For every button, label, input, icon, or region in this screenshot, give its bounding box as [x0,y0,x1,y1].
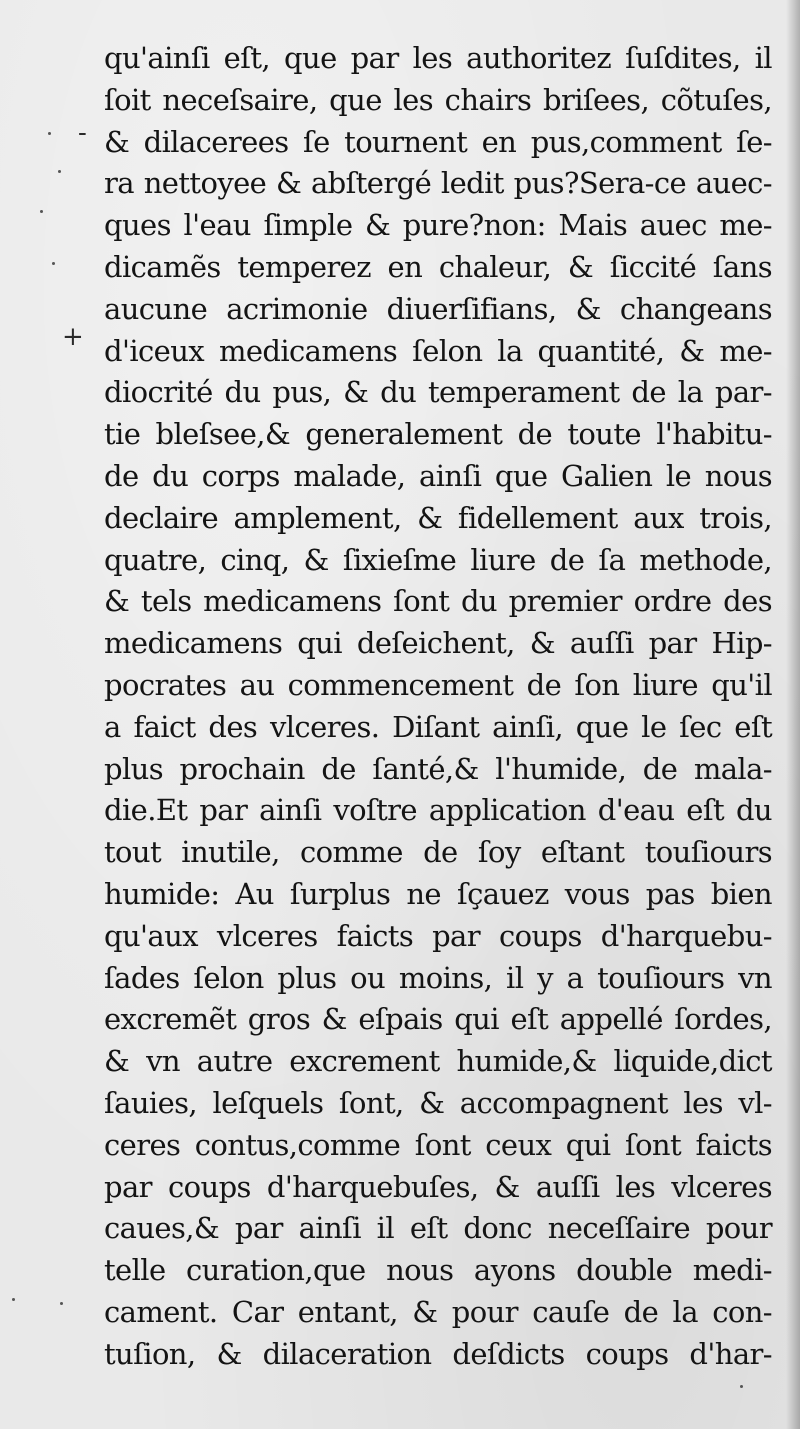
text-line: aucune acrimonie diuerſifians, & changeans [104,291,772,326]
ink-speck [740,1385,743,1388]
ink-speck [48,132,51,135]
text-line: ſauies, leſquels ſont, & accompagnent les vl- [104,1085,772,1120]
text-line: cament. Car entant, & pour cauſe de la con- [104,1294,772,1329]
margin-dash-mark: - [78,118,87,148]
text-line: qu'ainſi eſt, que par les authoritez ſuſdites, il [104,41,772,75]
text-line: ſades ſelon plus ou moins, il y a touſiours vn [104,960,772,995]
text-line: qu'aux vlceres faicts par coups d'harquebu- [104,918,772,953]
text-line: & vn autre excrement humide,& liquide,dict [104,1044,772,1079]
ink-speck [12,1298,15,1301]
text-line: tuſion, & dilaceration deſdicts coups d'har- [104,1336,772,1371]
text-line: medicamens qui deſeichent, & auſſi par Hip- [104,626,772,661]
text-line: d'iceux medicamens ſelon la quantité, & me- [104,333,772,368]
text-line: a faict des vlceres. Diſant ainſi, que le ſec eſt [104,709,772,744]
page-edge-shadow [786,0,800,1429]
text-line: ques l'eau ſimple & pure?non: Mais auec me- [104,208,772,243]
body-text [104,38,772,1376]
text-line: excremẽt gros & eſpais qui eſt appellé ſordes, [104,1002,772,1037]
ink-speck [40,210,43,213]
text-line: humide: Au ſurplus ne ſçauez vous pas bien [104,876,772,911]
text-line: diocrité du pus, & du temperament de la par- [104,375,772,410]
text-line: ra nettoyee & abſtergé ledit pus?Sera-ce auec- [104,166,772,201]
text-line: dicamẽs temperez en chaleur, & ſiccité ſans [104,249,772,284]
text-line: ceres contus,comme ſont ceux qui ſont faicts [104,1127,772,1162]
text-line: telle curation,que nous ayons double medi- [104,1253,772,1288]
text-line: tout inutile, comme de ſoy eſtant touſiours [104,835,772,870]
text-line: & dilacerees ſe tournent en pus,comment ſe- [104,124,772,159]
text-line: de du corps malade, ainſi que Galien le nous [104,458,772,493]
text-line: die.Et par ainſi voſtre application d'eau eſt du [104,793,772,828]
text-line: & tels medicamens ſont du premier ordre des [104,584,772,619]
text-line: ſoit neceſsaire, que les chairs briſees, cõtuſes, [104,82,772,117]
text-line: tie bleſsee,& generalement de toute l'habitu- [104,417,772,452]
text-line: pocrates au commencement de ſon liure qu'il [104,667,772,702]
ink-speck [58,170,61,173]
ink-speck [60,1302,63,1305]
text-line: plus prochain de ſanté,& l'humide, de mala- [104,751,772,786]
text-line: caues,& par ainſi il eſt donc neceſſaire pour [104,1211,772,1246]
ink-speck [52,262,55,265]
text-line: par coups d'harquebuſes, & auſſi les vlceres [104,1169,772,1204]
text-line: declaire amplement, & fidellement aux trois, [104,500,772,535]
text-line: quatre, cinq, & ſixieſme liure de ſa methode, [104,542,772,577]
margin-plus-mark: + [62,322,84,352]
